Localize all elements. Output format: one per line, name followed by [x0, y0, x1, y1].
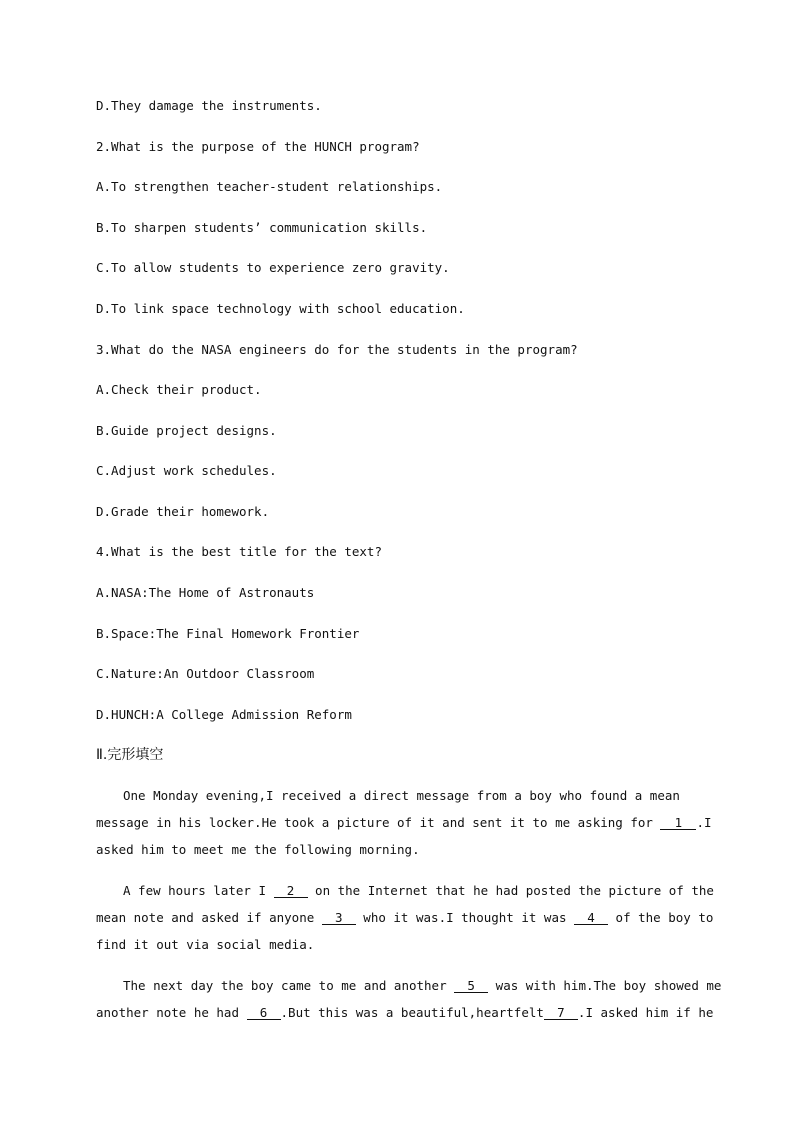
- cloze-blank-4: 4: [574, 911, 608, 925]
- cloze-blank-6: 6: [247, 1006, 281, 1020]
- cloze-p2-line3: find it out via social media.: [96, 937, 315, 952]
- q2-stem: 2.What is the purpose of the HUNCH program?: [96, 139, 420, 154]
- q3-option-d: D.Grade their homework.: [96, 504, 270, 519]
- cloze-text: mean note and asked if anyone: [96, 910, 322, 925]
- cloze-text: .But this was a beautiful,heartfelt: [280, 1005, 544, 1020]
- q2-option-a: A.To strengthen teacher-student relationships.: [96, 179, 443, 194]
- q4-option-d: D.HUNCH:A College Admission Reform: [96, 707, 352, 722]
- cloze-text: message in his locker.He took a picture of it and sent it to me asking for: [96, 815, 661, 830]
- cloze-p1-line2: [96, 815, 712, 831]
- cloze-text: .I asked him if he: [577, 1005, 714, 1020]
- cloze-text: on the Internet that he had posted the picture of the: [307, 883, 714, 898]
- q4-option-b: B.Space:The Final Homework Frontier: [96, 626, 360, 641]
- cloze-blank-2: 2: [274, 884, 308, 898]
- cloze-blank-3: 3: [322, 911, 356, 925]
- cloze-text: The next day the boy came to me and another: [123, 978, 455, 993]
- cloze-text: another note he had: [96, 1005, 247, 1020]
- q1-option-d: D.They damage the instruments.: [96, 98, 322, 113]
- q3-stem: 3.What do the NASA engineers do for the students in the program?: [96, 342, 578, 357]
- q4-option-c: C.Nature:An Outdoor Classroom: [96, 666, 315, 681]
- cloze-p3-line1: [123, 978, 721, 994]
- cloze-blank-1: 1: [660, 816, 696, 830]
- cloze-p3-line2: [96, 1005, 713, 1021]
- q3-option-c: C.Adjust work schedules.: [96, 463, 277, 478]
- q2-option-d: D.To link space technology with school education.: [96, 301, 465, 316]
- q2-option-b: B.To sharpen students’ communication skills.: [96, 220, 428, 235]
- q2-option-c: C.To allow students to experience zero gravity.: [96, 260, 450, 275]
- section-title-cloze: Ⅱ.完形填空: [96, 747, 164, 763]
- cloze-blank-5: 5: [454, 979, 488, 993]
- cloze-text: who it was.I thought it was: [355, 910, 575, 925]
- cloze-p1-line1: One Monday evening,I received a direct message from a boy who found a mean: [123, 788, 680, 803]
- cloze-p2-line1: [123, 883, 714, 899]
- q4-option-a: A.NASA:The Home of Astronauts: [96, 585, 315, 600]
- q3-option-b: B.Guide project designs.: [96, 423, 277, 438]
- cloze-p2-line2: [96, 910, 713, 926]
- cloze-blank-7: 7: [544, 1006, 578, 1020]
- cloze-text: of the boy to: [608, 910, 714, 925]
- q3-option-a: A.Check their product.: [96, 382, 262, 397]
- cloze-p1-line3: asked him to meet me the following morning.: [96, 842, 420, 857]
- cloze-text: A few hours later I: [123, 883, 274, 898]
- cloze-text: .I: [696, 815, 712, 830]
- q4-stem: 4.What is the best title for the text?: [96, 544, 382, 559]
- cloze-text: was with him.The boy showed me: [488, 978, 722, 993]
